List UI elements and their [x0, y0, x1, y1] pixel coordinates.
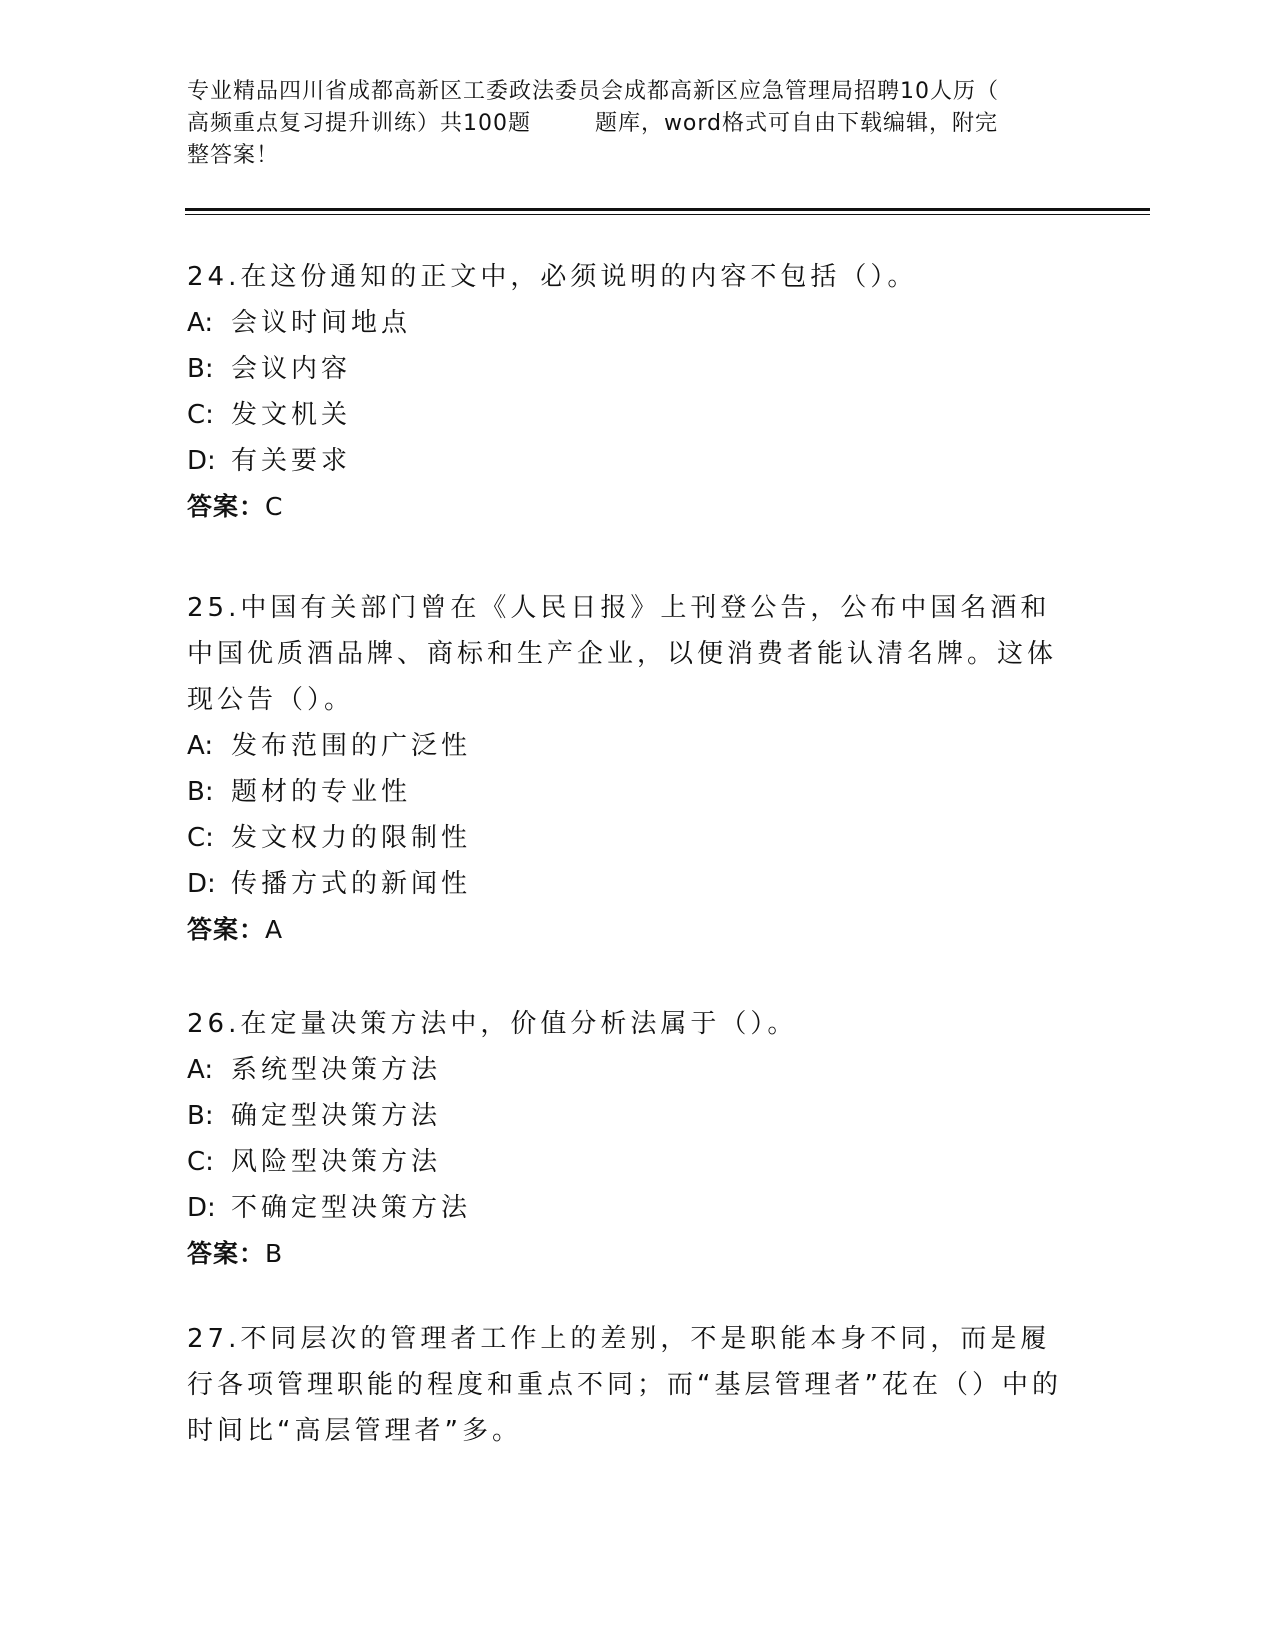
option-b — [187, 346, 1077, 392]
option-text: 传播方式的新闻性 — [231, 869, 472, 899]
option-c — [187, 815, 1077, 861]
option-letter: A: — [187, 1055, 214, 1085]
question-stem: 27.不同层次的管理者工作上的差别，不是职能本身不同，而是履行各项管理职能的程度和重点不同；而“基层管理者”花在（）中的时间比“高层管理者”多。 — [187, 1324, 1062, 1446]
option-d — [187, 861, 1077, 907]
answer-label: 答案： — [187, 492, 266, 521]
option-text: 发布范围的广泛性 — [231, 731, 472, 761]
option-text: 有关要求 — [231, 446, 352, 476]
option-d — [187, 1185, 1077, 1231]
option-letter: C: — [187, 823, 214, 853]
answer-line — [187, 1231, 1077, 1277]
question-24 — [187, 254, 1077, 530]
option-letter: C: — [187, 1147, 214, 1177]
answer-value: B — [265, 1239, 284, 1268]
header-line-1: 专业精品四川省成都高新区工委政法委员会成都高新区应急管理局招聘10人历（ — [187, 79, 999, 104]
option-letter: D: — [187, 869, 216, 899]
option-letter: B: — [187, 777, 214, 807]
option-c — [187, 1139, 1077, 1185]
answer-value: A — [265, 915, 284, 944]
question-27 — [187, 1316, 1077, 1454]
header-line-3: 整答案！ — [187, 143, 280, 168]
option-letter: B: — [187, 354, 214, 384]
answer-label: 答案： — [187, 1239, 266, 1268]
option-letter: A: — [187, 731, 214, 761]
option-text: 风险型决策方法 — [231, 1147, 442, 1177]
option-letter: C: — [187, 400, 214, 430]
option-letter: A: — [187, 308, 214, 338]
question-stem: 25.中国有关部门曾在《人民日报》上刊登公告，公布中国名酒和中国优质酒品牌、商标和生产企业，以便消费者能认清名牌。这体现公告（）。 — [187, 593, 1058, 715]
option-text: 确定型决策方法 — [231, 1101, 442, 1131]
option-b — [187, 769, 1077, 815]
answer-label: 答案： — [187, 915, 266, 944]
question-stem: 24.在这份通知的正文中，必须说明的内容不包括（）。 — [187, 262, 918, 292]
option-letter: D: — [187, 1193, 216, 1223]
option-text: 会议时间地点 — [231, 308, 412, 338]
answer-value: C — [265, 492, 284, 521]
header-divider-thin — [185, 214, 1150, 215]
option-letter: D: — [187, 446, 216, 476]
option-a — [187, 1047, 1077, 1093]
answer-line — [187, 907, 1077, 953]
answer-line — [187, 484, 1077, 530]
option-a — [187, 723, 1077, 769]
option-text: 题材的专业性 — [231, 777, 412, 807]
option-text: 不确定型决策方法 — [231, 1193, 472, 1223]
option-text: 会议内容 — [231, 354, 352, 384]
option-a — [187, 300, 1077, 346]
option-text: 发文权力的限制性 — [231, 823, 472, 853]
question-25 — [187, 585, 1077, 953]
option-letter: B: — [187, 1101, 214, 1131]
header-line-2: 高频重点复习提升训练）共100题 题库，word格式可自由下载编辑，附完 — [187, 111, 999, 136]
option-text: 发文机关 — [231, 400, 352, 430]
document-header — [187, 76, 1067, 172]
option-b — [187, 1093, 1077, 1139]
header-divider-thick — [185, 208, 1150, 211]
option-c — [187, 392, 1077, 438]
option-d — [187, 438, 1077, 484]
option-text: 系统型决策方法 — [231, 1055, 442, 1085]
question-stem: 26.在定量决策方法中，价值分析法属于（）。 — [187, 1009, 798, 1039]
question-26 — [187, 1001, 1077, 1277]
